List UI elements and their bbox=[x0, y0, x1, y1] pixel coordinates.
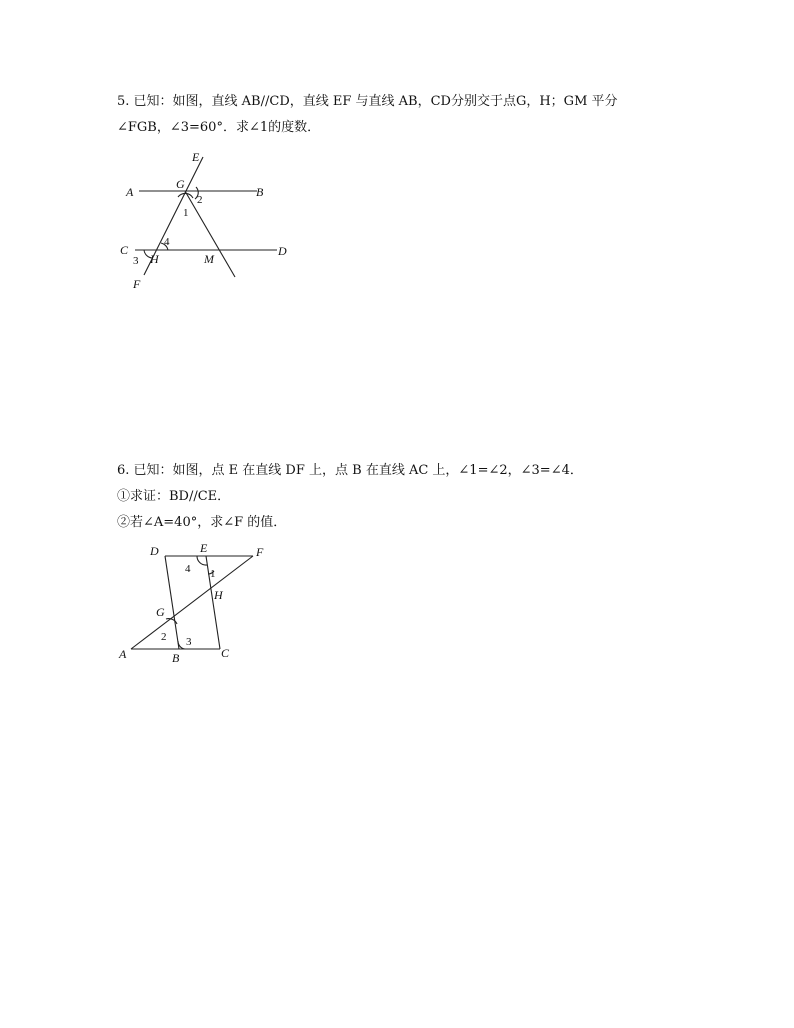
point-label-d: D bbox=[150, 544, 159, 558]
point-label-f: F bbox=[256, 545, 264, 559]
point-label-b: B bbox=[256, 185, 264, 199]
problem-5-statement-line-2: ∠FGB，∠3=60°．求∠1的度数． bbox=[117, 120, 321, 135]
angle-arc-4 bbox=[197, 556, 207, 565]
point-label-e: E bbox=[192, 150, 200, 164]
angle-label-4: 4 bbox=[164, 236, 170, 248]
point-label-a: A bbox=[119, 647, 127, 661]
angle-arc-1 bbox=[178, 193, 193, 198]
point-label-h: H bbox=[214, 588, 223, 602]
line-af bbox=[131, 556, 253, 649]
problem-5-statement-line-1: 5. 已知：如图，直线 AB//CD，直线 EF 与直线 AB，CD分别交于点G，H；GM 平分 bbox=[117, 94, 618, 109]
problem-6 bbox=[117, 458, 583, 536]
point-label-m: M bbox=[204, 252, 214, 266]
point-label-f: F bbox=[133, 277, 141, 291]
problem-6-statement-line-1: 6. 已知：如图，点 E 在直线 DF 上，点 B 在直线 AC 上，∠1=∠2，∠3=∠4． bbox=[117, 463, 583, 478]
problem-6-figure bbox=[115, 540, 275, 668]
angle-label-1: 1 bbox=[183, 207, 189, 219]
point-label-g: G bbox=[156, 605, 165, 619]
problem-6-part-2: ②若∠A=40°，求∠F 的值． bbox=[117, 515, 287, 530]
point-label-e: E bbox=[200, 541, 208, 555]
point-label-h: H bbox=[150, 252, 159, 266]
point-label-c: C bbox=[120, 243, 129, 257]
problem-5-figure bbox=[115, 145, 305, 295]
point-label-a: A bbox=[126, 185, 134, 199]
point-label-g: G bbox=[176, 177, 185, 191]
point-label-c: C bbox=[221, 646, 230, 660]
angle-label-3: 3 bbox=[186, 636, 192, 648]
angle-label-3: 3 bbox=[133, 255, 139, 267]
problem-6-part-1: ①求证：BD//CE． bbox=[117, 489, 231, 504]
angle-label-2: 2 bbox=[197, 194, 203, 206]
angle-label-4: 4 bbox=[185, 563, 191, 575]
point-label-b: B bbox=[172, 651, 180, 665]
problem-5 bbox=[117, 89, 618, 141]
angle-label-1: 1 bbox=[210, 568, 216, 580]
point-label-d: D bbox=[278, 244, 287, 258]
line-bd bbox=[165, 556, 179, 649]
angle-label-2: 2 bbox=[161, 631, 167, 643]
